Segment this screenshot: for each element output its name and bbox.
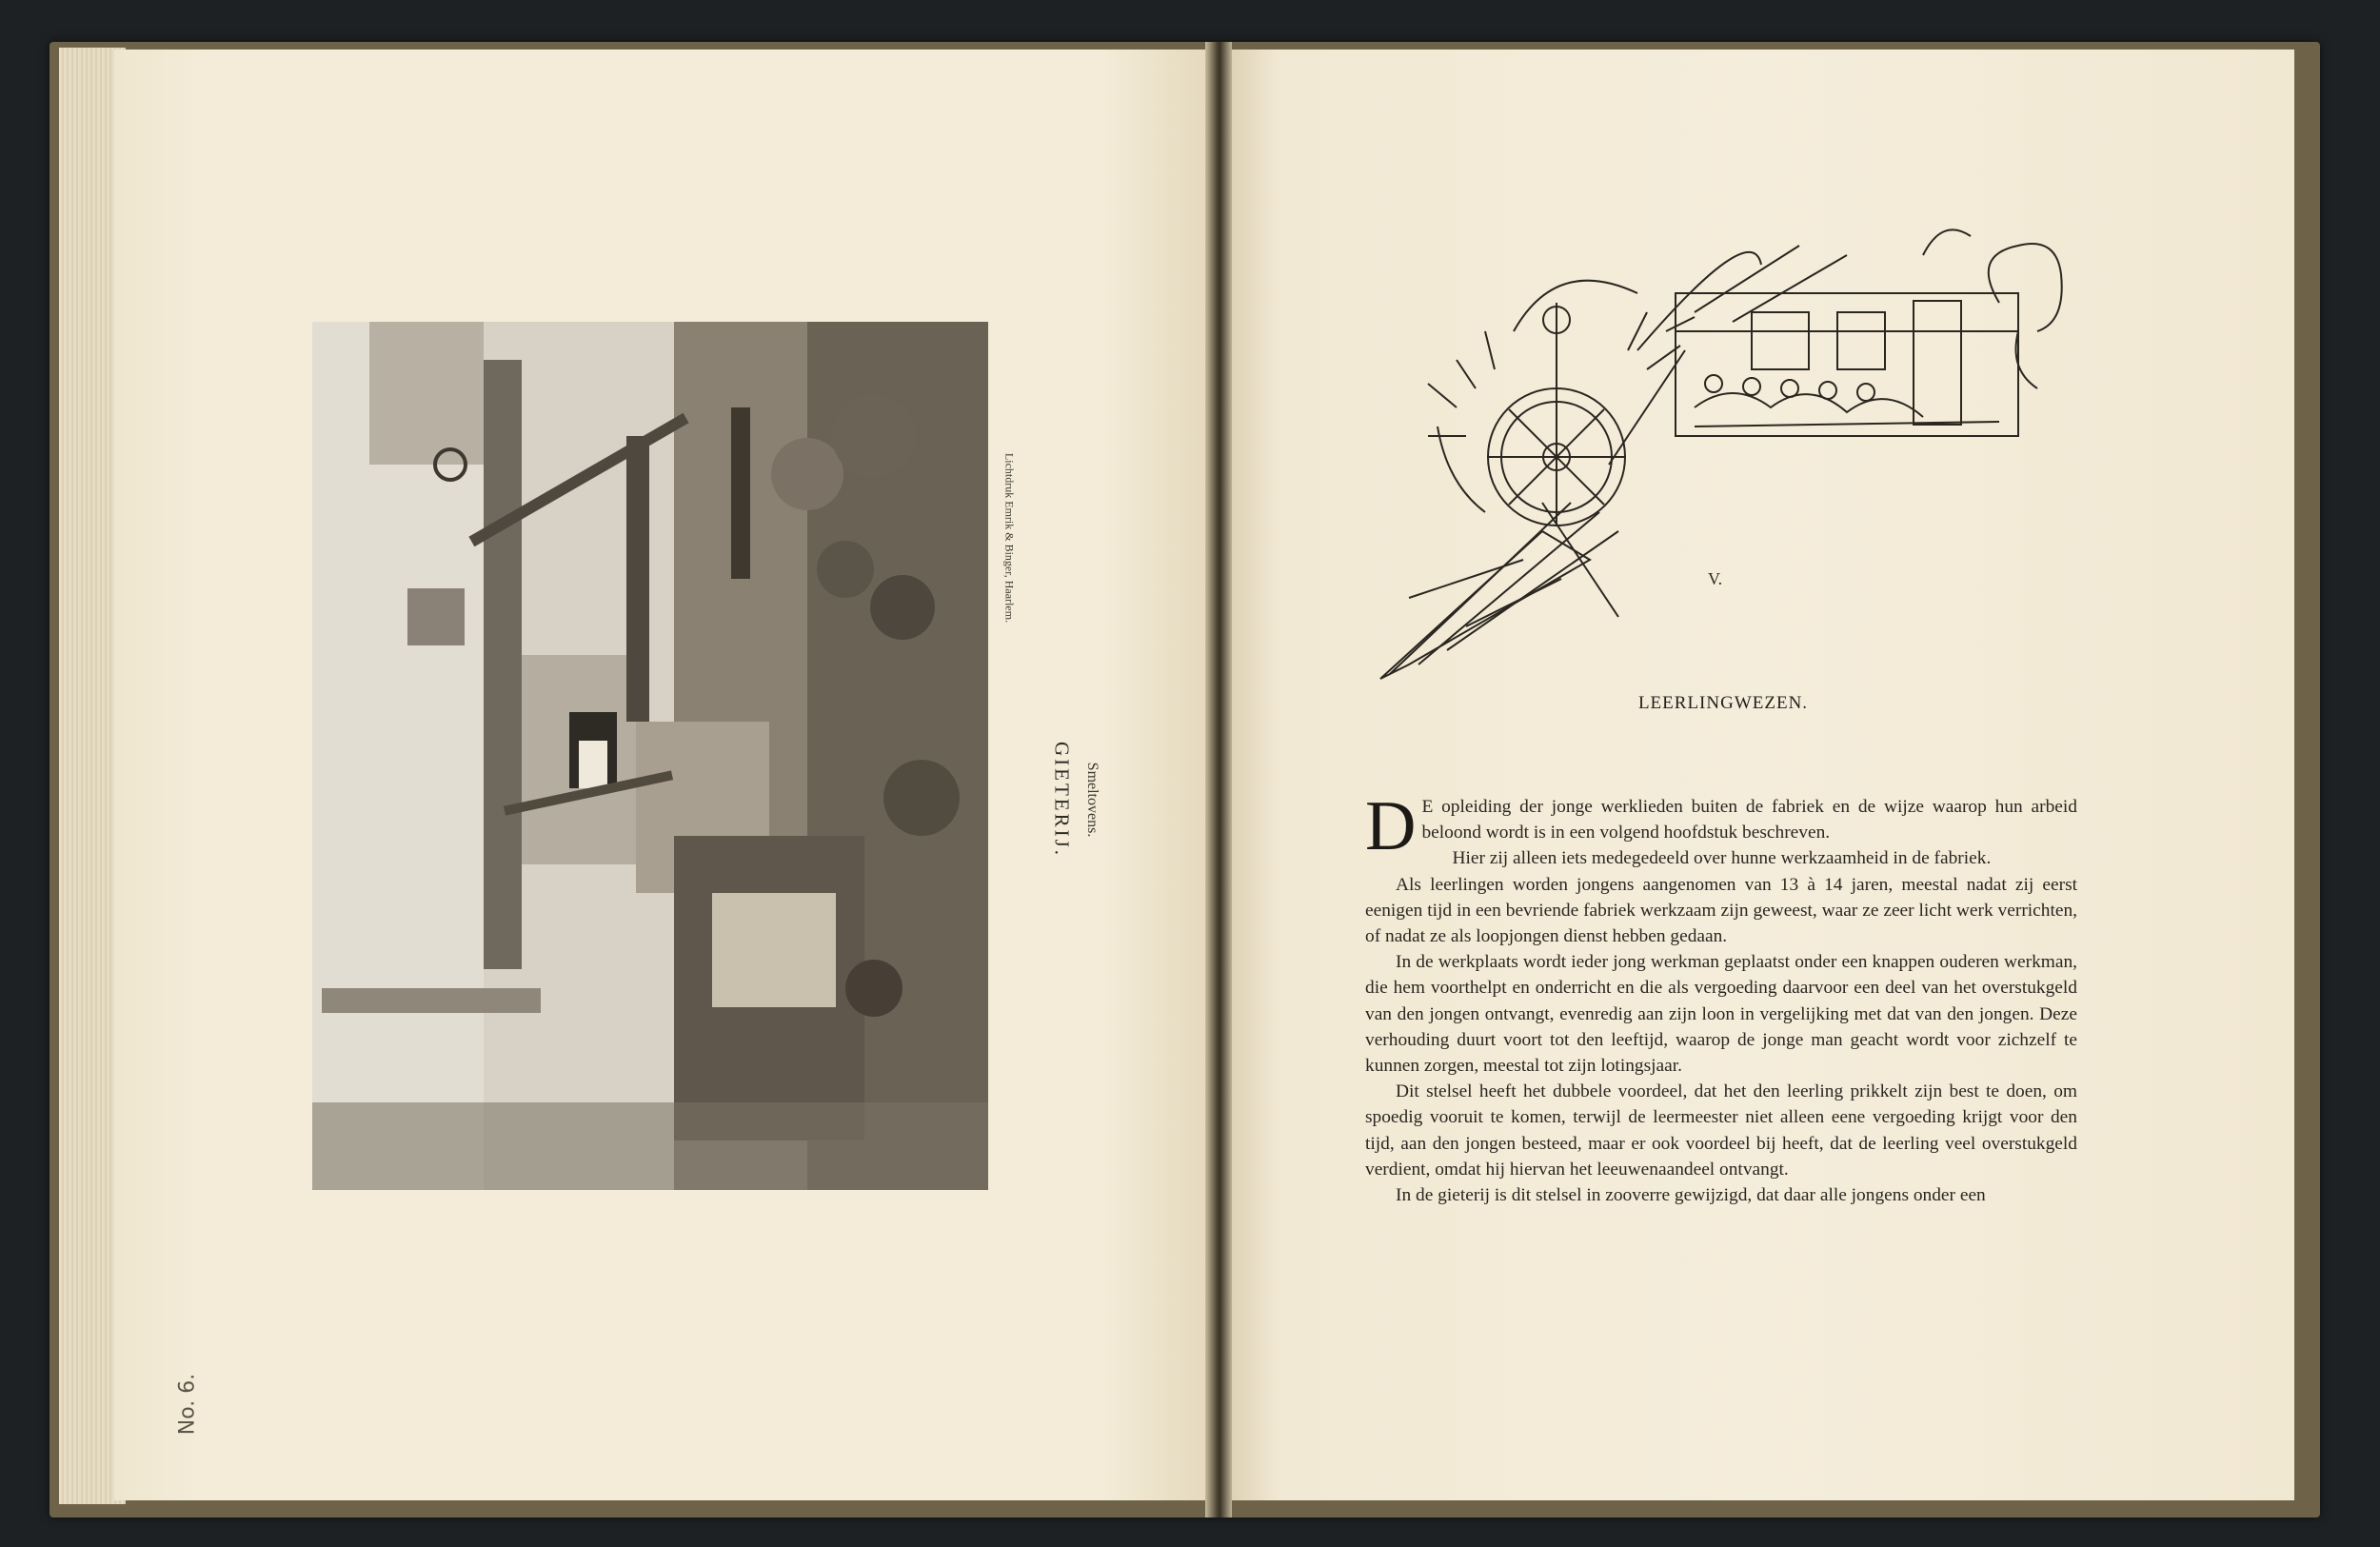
paragraph-2: Hier zij alleen iets medegedeeld over hunne werkzaamheid in de fabriek. [1452, 848, 1992, 869]
chapter-vignette-illustration [1352, 217, 2085, 693]
foundry-photograph [312, 322, 988, 1190]
photo-credit: Lichtdruk Emrik & Binger, Haarlem. [1002, 452, 1017, 624]
chapter-title: LEERLINGWEZEN. [1637, 693, 1809, 713]
plate-number: No. 6. [175, 1373, 200, 1436]
chapter-number: V. [1708, 569, 1723, 588]
paragraph-1: D E opleiding der jonge werklieden buiten de fabriek en de wijze waarop hun arbeid beloond wordt is in een volgend hoofdstuk beschreven. [1365, 787, 2077, 865]
chapter-body-text [1365, 787, 2077, 1208]
book-gutter [1205, 42, 1232, 1517]
paragraph-5: Dit stelsel heeft het dubbele voordeel, dat het den leerling prikkelt zijn best te doen, om spoedig vooruit te komen, terwijl de leermeester niet alleen eene vergoeding krijgt voor den tijd, aan den jongen besteed, maar er ook voordeel bij heeft, dat de leerling veel overstukgeld verdient, omdat hij hiervan het leeuwenaandeel ontvangt. [1365, 1081, 2077, 1180]
paragraph-3: Als leerlingen worden jongens aangenomen van 13 à 14 jaren, meestal nadat zij eerst eenigen tijd in een bevriende fabriek werkzaam zijn geweest, waar ze zeer licht werk verrichten, of nadat ze als loopjongen dienst hebben gedaan. [1365, 874, 2077, 947]
paragraph-4: In de werkplaats wordt ieder jong werkman geplaatst onder een knappen ouderen werkman, die hem voorthelpt en onderricht en die als vergoeding daarvoor een deel van het overstukgeld van den jongen ontvangt, evenredig aan zijn loon in vergelijking met dat van den jongen. Deze verhouding duurt voort tot den leeftijd, waarop de jonge man geacht wordt voor zichzelf te kunnen zorgen, meestal tot zijn lotingsjaar. [1365, 952, 2077, 1077]
drop-cap: D [1365, 787, 1417, 865]
plate-caption-subtitle: Smeltovens. [1084, 762, 1101, 838]
plate-caption-title: GIETERIJ. [1050, 741, 1074, 859]
paragraph-6: In de gieterij is dit stelsel in zooverre gewijzigd, dat daar alle jongens onder een [1396, 1185, 1986, 1206]
